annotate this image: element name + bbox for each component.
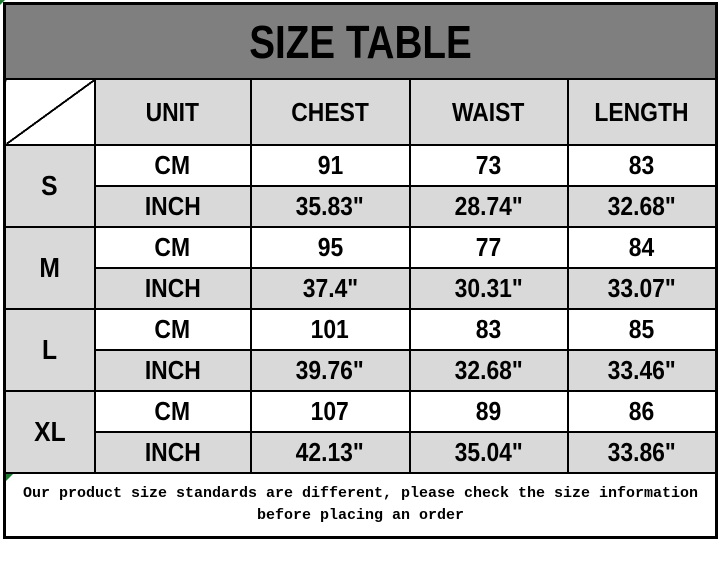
l-chest-cm: 101 xyxy=(310,314,350,344)
value-cell xyxy=(568,350,717,391)
value-cell xyxy=(568,432,717,473)
value-cell xyxy=(410,268,568,309)
s-chest-inch: 35.83" xyxy=(295,191,365,221)
unit-inch-label: INCH xyxy=(144,273,201,303)
size-label-s-text: S xyxy=(41,170,58,201)
value-cell xyxy=(251,432,410,473)
value-cell xyxy=(251,145,410,186)
value-cell xyxy=(251,227,410,268)
size-label-xl-text: XL xyxy=(34,416,66,447)
unit-cm-label: CM xyxy=(154,232,191,262)
s-length-cm: 83 xyxy=(629,150,655,180)
column-header-length xyxy=(568,79,717,145)
xl-waist-inch: 35.04" xyxy=(454,437,523,467)
column-header-unit-label: UNIT xyxy=(145,96,200,127)
unit-inch-label: INCH xyxy=(144,437,201,467)
s-waist-inch: 28.74" xyxy=(454,191,523,221)
l-waist-cm: 83 xyxy=(475,314,502,344)
value-cell xyxy=(251,309,410,350)
unit-cm-label: CM xyxy=(154,314,191,344)
unit-cell xyxy=(95,186,251,227)
l-waist-inch: 32.68" xyxy=(454,355,523,385)
value-cell xyxy=(410,227,568,268)
value-cell xyxy=(410,350,568,391)
value-cell xyxy=(568,186,717,227)
m-waist-inch: 30.31" xyxy=(454,273,523,303)
title-cell xyxy=(5,4,717,80)
size-label-m-text: M xyxy=(39,252,61,283)
value-cell xyxy=(568,145,717,186)
unit-cell xyxy=(95,391,251,432)
value-cell xyxy=(568,391,717,432)
column-header-waist-label: WAIST xyxy=(452,96,525,127)
unit-cell xyxy=(95,432,251,473)
title-row xyxy=(5,4,717,80)
m-length-cm: 84 xyxy=(629,232,655,262)
value-cell xyxy=(568,268,717,309)
size-label-l-text: L xyxy=(42,334,58,365)
m-waist-cm: 77 xyxy=(475,232,502,262)
column-header-chest-label: CHEST xyxy=(291,96,369,127)
value-cell xyxy=(251,186,410,227)
unit-cell xyxy=(95,227,251,268)
page-title: SIZE TABLE xyxy=(249,15,472,68)
column-header-length-label: LENGTH xyxy=(594,96,689,127)
diagonal-corner-cell xyxy=(5,79,95,145)
header-row xyxy=(5,79,717,145)
table-row-s-inch xyxy=(5,186,717,227)
xl-length-cm: 86 xyxy=(629,396,655,426)
cell-corner-marker-icon xyxy=(6,474,13,481)
s-chest-cm: 91 xyxy=(317,150,343,180)
table-row-s-cm xyxy=(5,145,717,186)
table-row-m-inch xyxy=(5,268,717,309)
l-length-inch: 33.46" xyxy=(607,355,676,385)
size-label-xl xyxy=(5,391,95,473)
table-row-l-cm xyxy=(5,309,717,350)
unit-cell xyxy=(95,145,251,186)
value-cell xyxy=(568,309,717,350)
value-cell xyxy=(410,432,568,473)
unit-cell xyxy=(95,309,251,350)
size-table xyxy=(3,2,718,539)
size-note-line1: Our product size standards are different, please check the size information xyxy=(22,485,699,503)
xl-length-inch: 33.86" xyxy=(607,437,676,467)
table-row-xl-cm xyxy=(5,391,717,432)
value-cell xyxy=(410,391,568,432)
column-header-chest xyxy=(251,79,410,145)
size-note xyxy=(6,483,715,527)
table-row-xl-inch xyxy=(5,432,717,473)
value-cell xyxy=(410,186,568,227)
m-length-inch: 33.07" xyxy=(607,273,676,303)
size-note-line2: before placing an order xyxy=(257,507,465,524)
column-header-unit xyxy=(95,79,251,145)
note-row xyxy=(5,473,717,538)
l-chest-inch: 39.76" xyxy=(295,355,365,385)
unit-cm-label: CM xyxy=(154,396,191,426)
note-cell xyxy=(5,473,717,538)
s-waist-cm: 73 xyxy=(475,150,502,180)
s-length-inch: 32.68" xyxy=(607,191,676,221)
xl-chest-cm: 107 xyxy=(310,396,350,426)
value-cell xyxy=(410,309,568,350)
unit-cm-label: CM xyxy=(154,150,191,180)
column-header-waist xyxy=(410,79,568,145)
m-chest-inch: 37.4" xyxy=(302,273,358,303)
unit-inch-label: INCH xyxy=(144,355,201,385)
xl-waist-cm: 89 xyxy=(475,396,502,426)
size-label-l xyxy=(5,309,95,391)
table-row-l-inch xyxy=(5,350,717,391)
table-row-m-cm xyxy=(5,227,717,268)
value-cell xyxy=(251,268,410,309)
value-cell xyxy=(410,145,568,186)
value-cell xyxy=(251,350,410,391)
l-length-cm: 85 xyxy=(629,314,655,344)
value-cell xyxy=(568,227,717,268)
size-label-s xyxy=(5,145,95,227)
m-chest-cm: 95 xyxy=(317,232,343,262)
size-label-m xyxy=(5,227,95,309)
sheet-corner-marker-icon xyxy=(0,0,5,5)
xl-chest-inch: 42.13" xyxy=(295,437,365,467)
unit-cell xyxy=(95,350,251,391)
unit-cell xyxy=(95,268,251,309)
unit-inch-label: INCH xyxy=(144,191,201,221)
value-cell xyxy=(251,391,410,432)
